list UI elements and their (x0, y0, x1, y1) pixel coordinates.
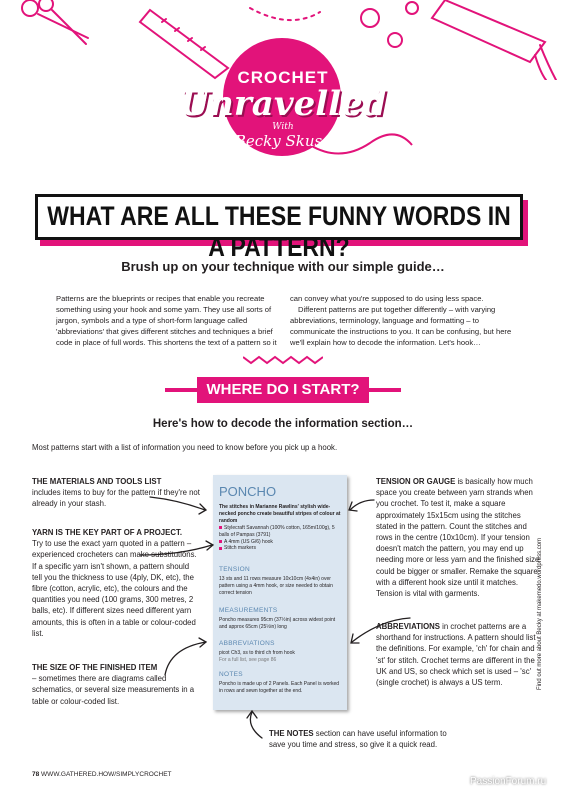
notes-block (269, 728, 449, 750)
lead-text: Most patterns start with a list of information you need to know before you pick up a hook. (32, 443, 338, 452)
card-measurements-heading: MEASUREMENTS (219, 607, 278, 614)
card-abbreviations-body: picot Ch3, ss to third ch from hook (219, 650, 295, 656)
section-subheading: Here's how to decode the information section… (152, 418, 414, 430)
size-body: – sometimes there are diagrams called schematics, or several size measurements in a table or colour-coded list. (32, 674, 195, 706)
card-material-text: Stitch markers (224, 545, 256, 552)
intro-left-text: Patterns are the blueprints or recipes that enable you recreate something using your hook and some yarn. They use all sorts of jargon, symbols and a type of short-form language called 'abbreviations' that gives different stitches and techniques a brief code in place of full words. This shortens the text of a pattern so it (56, 294, 277, 347)
card-material-text: A 4mm (US G/6) hook (224, 538, 273, 545)
card-abbreviations-note: For a full list, see page 86 (219, 657, 277, 663)
logo-line-3: With (272, 122, 294, 132)
card-tension-body: 13 sts and 11 rows measure 10x10cm (4x4in) over pattern using a 4mm hook, or size needed to obtain correct tension (219, 576, 333, 596)
side-note: Find out more about Becky at makemedo.wordpress.com (537, 537, 543, 690)
size-heading: THE SIZE OF THE FINISHED ITEM (32, 663, 158, 672)
yarn-body: Try to use the exact yarn quoted in a pattern – experienced crocheters can make substitutions. If a specific yarn isn't shown, a pattern should tell you the thickness to use (4ply, DK, etc), the fibre (cotton, acrylic, etc), the colours and the quantities you need (100 grams, 300 metres, 2 balls, etc). If different sizes need different yarn amounts, this is often in a table or colour-coded list. (32, 539, 197, 638)
card-title: PONCHO (219, 484, 277, 499)
watermark: PassionForum.ru (470, 776, 547, 787)
page-footer (32, 771, 172, 778)
notes-heading: THE NOTES (269, 729, 314, 738)
notes-body: section can have useful information to save you time and stress, so give it a quick read. (269, 729, 447, 750)
page-title: WHAT ARE ALL THESE FUNNY WORDS IN A PATTERN? (47, 200, 511, 262)
abbreviations-body: in crochet patterns are a shorthand for instructions. A pattern should list the definitions. For example, 'ch' for chain and 'st' for stitch. Crochet terms are different in the UK and US, so check which set is used – 'sc' (single crochet) is always a US term. (376, 622, 536, 688)
logo-line-4: Becky Skuse (234, 132, 332, 150)
card-notes-body: Poncho is made up of 2 Panels. Each Panel is worked in rows and sewn together at the end. (219, 681, 340, 694)
intro-right-text-2: Different patterns are put together differently – with varying abbreviations, terminology, language and formatting – to communicate the instructions to you. It can be confusing, but here we'll explain how to decode the information. Let's hook… (290, 305, 512, 347)
card-measurements-body: Poncho measures 95cm (37½in) across widest point and approx 65cm (25½in) long (219, 617, 336, 630)
page-number: 78 (32, 771, 40, 778)
logo-line-2: Unravelled (179, 84, 387, 124)
card-material-text: Stylecraft Savannah (100% cotton, 165m/100g), 5 balls of Pampas (3791) (219, 525, 335, 538)
materials-body: includes items to buy for the pattern if they're not already in your stash. (32, 488, 200, 509)
card-tension-heading: TENSION (219, 566, 250, 573)
tension-body: is basically how much space you create between yarn strands when you crochet. To test it, make a square approximately 15x15cm using the stitches stated in the pattern. Count the stitches and rows in the centre (10x10cm). If your tension doesn't match the pattern, you may end up needing more or less yarn and the finished size could be bigger or smaller. Remake the square with a different hook size until it matches. Tension is vital with garments. (376, 477, 540, 599)
section-heading: WHERE DO I START? (206, 381, 360, 398)
intro-right-text-1: can convey what you're supposed to do using less space. (290, 294, 484, 303)
tension-heading: TENSION OR GAUGE (376, 477, 456, 486)
footer-url: WWW.GATHERED.HOW/SIMPLYCROCHET (41, 771, 172, 778)
card-abbreviations-heading: ABBREVIATIONS (219, 640, 275, 647)
page-subtitle: Brush up on your technique with our simple guide… (121, 259, 445, 274)
yarn-heading: YARN IS THE KEY PART OF A PROJECT. (32, 528, 183, 537)
card-intro: The stitches in Marianne Rawlins' stylish wide-necked poncho create beautiful stripes of colour at random (219, 504, 341, 524)
card-notes-heading: NOTES (219, 671, 243, 678)
materials-heading: THE MATERIALS AND TOOLS LIST (32, 477, 162, 486)
logo-line-1: CROCHET (237, 68, 329, 87)
abbreviations-heading: ABBREVIATIONS (376, 622, 440, 631)
